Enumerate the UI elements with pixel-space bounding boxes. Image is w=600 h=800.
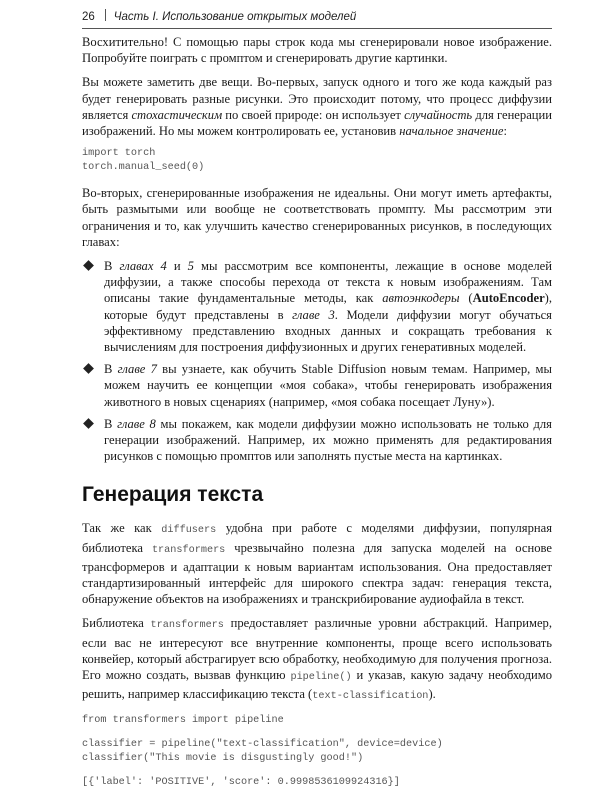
part-title: Часть I. Использование открытых моделей [113,11,357,23]
emphasis-chapter: главе 7 [117,362,157,377]
paragraph-randomness [82,74,552,139]
text-run: для генерации изображений. Но мы можем контролировать ее, установив [82,107,553,139]
text-run: ), которые будут представлены в [104,291,553,322]
paragraph-limitations: Во-вторых, сгенерированные изображения не идеальны. Они могут иметь артефакты, быть размытыми или вообще не соответствовать промпту. Мы рассмотрим эти ограничения и то, как улучшить качество сгенерированных рисунков, в последующих главах: [82,186,552,249]
page-body [82,34,552,800]
emphasis-chapter: главе 3 [292,307,335,322]
text-run: мы рассмотрим все компоненты, лежащие в основе моделей диффузии, а также способы перехода от текста к новым изображениям. Там описаны такие фундаментальные методы, как [104,259,553,306]
bold-term-autoencoder: AutoEncoder [472,291,545,306]
text-run: предоставляет различные уровни абстракций. Например, если вас не интересуют все внутренние компоненты, проще всего использовать конвейер, который абстрагирует всю обработку, необходимую для получения прогноза. Его можно создать, вызвав функцию [82,616,552,683]
code-line: classifier = pipeline("text-classification", device=device) [82,738,443,750]
text-run: ). [428,687,436,702]
text-run: по своей природе: он использует [222,107,405,122]
emphasis-chapter: главе 8 [117,416,156,431]
inline-code-transformers: transformers [151,544,226,556]
text-run: В [104,259,120,274]
inline-code-transformers: transformers [150,620,224,632]
header-divider [105,9,106,21]
code-block-pipeline [82,714,552,790]
list-item-chapter-7 [82,361,552,410]
text-run: вы узнаете, как обучить Stable Diffusion новым темам. Например, мы можем научить ее концепции «моя собака», чтобы генерировать изображения животного в новых сценариях (например, «моя собака посещает Луну»). [104,362,552,409]
section-heading: Генерация текста [82,483,264,507]
inline-code-pipeline: pipeline() [290,672,352,684]
code-block-seed [82,147,552,175]
running-header [82,6,552,29]
code-line: from transformers import pipeline [82,714,284,726]
list-item-chapter-8 [82,416,552,465]
text-run: и указав, какую задачу необходимо решить, например классификацию текста ( [82,668,553,702]
emphasis-chapter: главах 4 [119,259,167,274]
code-spacer [82,766,552,776]
inline-code-diffusers: diffusers [161,525,217,537]
text-run: Так же как [82,521,162,536]
text-run: мы покажем, как модели диффузии можно использовать не только для генерации изображений. Например, их можно применять для редактирования рисунков с помощью промптов или заполнять пустые места на картинках. [104,416,552,464]
emphasis-autoencoders: автоэнкодеры [382,291,460,306]
inline-code-text-classification: text-classification [312,691,429,703]
paragraph-intro: Восхитительно! С помощью пары строк кода мы сгенерировали новое изображение. Попробуйте поиграть с промптом и сгенерировать другие картинки. [82,35,552,66]
code-line: import torch [82,148,156,160]
text-run: В [104,416,118,431]
emphasis-chapter: 5 [187,259,194,274]
code-spacer [82,728,552,738]
text-run: чрезвычайно полезна для запуска моделей на основе трансформеров и адаптации к новым вариантам использования. Она предоставляет стандартизированный интерфейс для широкого спектра задач: генерация текста, обнаружение объектов на изображениях и транскрибирование аудиофайла в текст. [82,540,552,607]
diamond-bullet-icon [83,363,94,374]
chapter-list [82,258,552,464]
emphasis-seed: начальное значение [399,124,504,139]
text-run: . Модели диффузии могут обучаться эффективному представлению входных данных и сокращать требования к вычислениям для построения диффузионных и других генеративных моделей. [104,307,552,355]
text-run: Библиотека [82,616,151,631]
code-line: torch.manual_seed(0) [82,162,205,174]
emphasis-stochastic: стохастическим [131,107,223,122]
list-item-chapters-4-5 [82,258,552,355]
text-run: Вы можете заметить две вещи. Во-первых, запуск одного и того же кода каждый раз будет генерировать разные рисунки. Это происходит потому, что процесс диффузии является [82,75,552,122]
emphasis-randomness: случайность [404,107,473,122]
text-run: : [503,124,507,139]
page-number: 26 [82,11,95,23]
text-run: В [104,362,118,377]
code-output-line: [{'label': 'POSITIVE', 'score': 0.9998536109924316}] [82,776,400,788]
paragraph-pipeline [82,615,552,705]
text-run: и [166,259,188,274]
paragraph-transformers-intro [82,520,552,607]
code-line: classifier("This movie is disgustingly good!") [82,752,364,764]
diamond-bullet-icon [83,418,94,429]
diamond-bullet-icon [83,260,94,271]
text-run: удобна при работе с моделями диффузии, популярная библиотека [82,521,552,555]
text-run: ( [459,291,473,306]
